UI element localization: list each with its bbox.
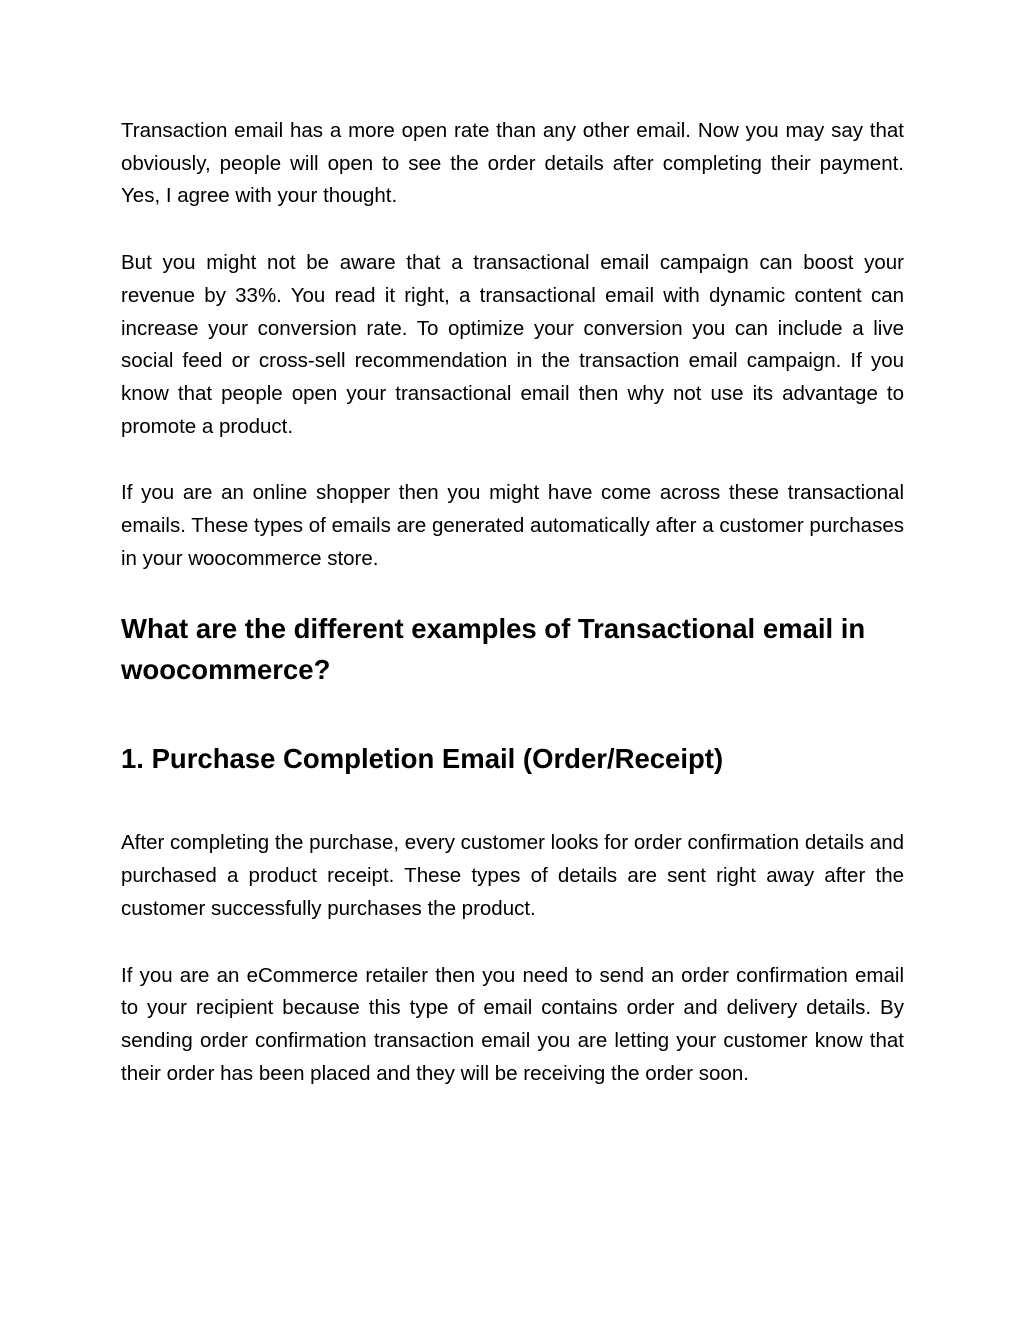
purchase-completion-paragraph: After completing the purchase, every customer looks for order confirmation details and purchased a product receipt. These types of details are sent right away after the customer successfully purchases the product.	[121, 831, 904, 920]
purchase-completion-heading: 1. Purchase Completion Email (Order/Receipt)	[121, 743, 724, 775]
examples-heading: What are the different examples of Transactional email in woocommerce?	[121, 613, 866, 686]
revenue-paragraph: But you might not be aware that a transactional email campaign can boost your revenue by 33%. You read it right, a transactional email with dynamic content can increase your conversion rate. To optimize your conversion you can include a live social feed or cross-sell recommendation in the transaction email campaign. If you know that people open your transactional email then why not use its advantage to promote a product.	[121, 251, 904, 438]
retailer-paragraph: If you are an eCommerce retailer then you need to send an order confirmation email to your recipient because this type of email contains order and delivery details. By sending order confirmation transaction email you are letting your customer know that their order has been placed and they will be receiving the order soon.	[121, 963, 904, 1085]
intro-paragraph: Transaction email has a more open rate than any other email. Now you may say that obviously, people will open to see the order details after completing their payment. Yes, I agree with your thought.	[121, 119, 904, 208]
online-shopper-paragraph: If you are an online shopper then you might have come across these transactional emails. These types of emails are generated automatically after a customer purchases in your woocommerce store.	[121, 481, 904, 570]
document-page	[121, 115, 904, 1090]
